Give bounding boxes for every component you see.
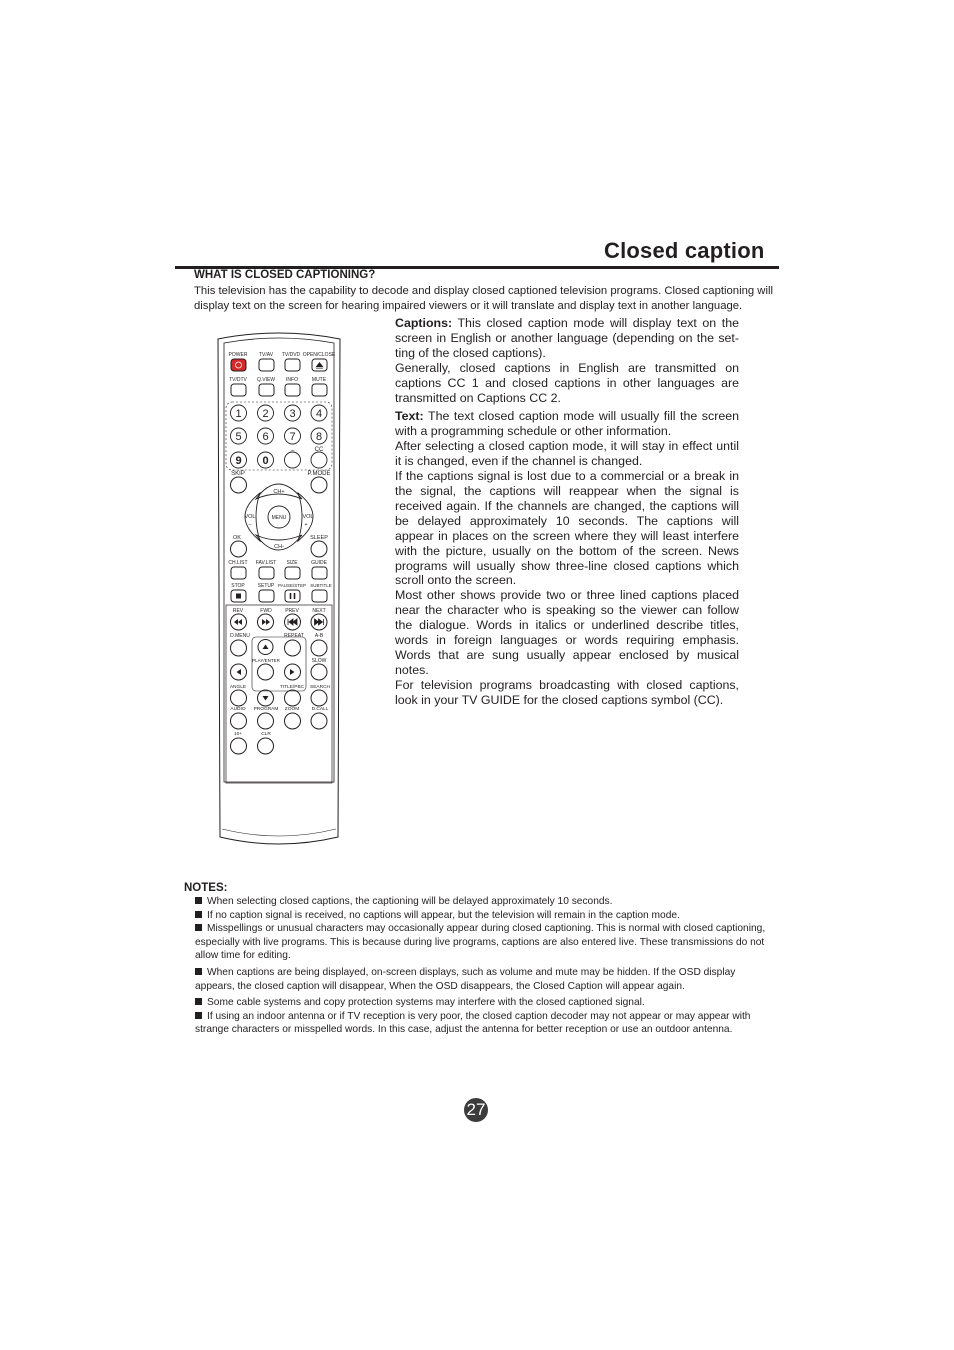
favlist-label: FAV.LIST <box>255 560 277 566</box>
vol-minus-label: – <box>248 522 252 528</box>
intro-paragraph: This television has the capability to decode and display closed captioned television programs. Closed captioning will display text on the screen for hearing impaired viewers or it will translate and display text in another language. <box>194 285 773 312</box>
pmode-label: P.MODE <box>307 471 331 477</box>
tvav-label: TV/AV <box>258 352 274 358</box>
skip-button <box>231 477 247 493</box>
sleep-button <box>311 541 327 557</box>
digit-3-label: 3 <box>289 408 296 420</box>
text-mode-text: The text closed caption mode will usually fill the screen with a programming schedule or other information. <box>395 409 739 439</box>
captions-text: This closed caption mode will display text on the screen in English or another language (depending on the set-ting of the closed captions). <box>395 316 739 360</box>
setup-label: SETUP <box>257 583 275 589</box>
stop-label: STOP <box>231 583 245 589</box>
angle-button <box>231 690 247 706</box>
page-title: Closed caption <box>604 238 765 263</box>
vol-left-label: VOL <box>244 514 256 520</box>
page-number-badge: 27 <box>464 1098 488 1122</box>
clr-button <box>258 738 274 754</box>
power-button <box>231 359 246 371</box>
qview-button <box>259 384 274 396</box>
digit-0-label: 0 <box>262 455 269 467</box>
note-item <box>195 966 770 993</box>
digit-6-label: 6 <box>262 431 269 443</box>
digit-5-label: 5 <box>235 431 242 443</box>
chlist-button <box>231 567 246 579</box>
dcall-button <box>311 713 327 729</box>
prev-label: PREV <box>285 608 299 614</box>
captions-languages-paragraph: Generally, closed captions in English are transmitted on captions CC 1 and closed captions in other languages are transmitted on Captions CC 2. <box>395 360 739 405</box>
angle-label: ANGLE <box>229 685 247 690</box>
note-item <box>195 922 770 963</box>
size-label: SIZE <box>286 560 298 566</box>
square-bullet-icon <box>195 968 202 975</box>
audio-button <box>231 713 247 729</box>
dmenu-label: D.MENU <box>230 633 250 639</box>
search-button <box>311 690 327 706</box>
pausestep-button <box>285 590 300 602</box>
ab-button <box>311 640 327 656</box>
tenplus-button <box>231 738 247 754</box>
subtitle-label: SUBTITLE <box>310 583 332 588</box>
prev-icon <box>288 619 297 625</box>
cc-label: CC <box>314 447 324 453</box>
left-arrow-icon <box>237 669 242 675</box>
menu-label: MENU <box>271 515 287 521</box>
openclose-label: OPEN/CLOSE <box>302 352 336 358</box>
pause-icon <box>291 593 295 599</box>
cc-button <box>311 452 327 468</box>
dvd-section-outline <box>226 605 332 783</box>
caption-persistence-paragraph: After selecting a closed caption mode, it will stay in effect until it is changed, even if the channel is changed. <box>395 439 739 469</box>
program-label: PROGRAM <box>253 707 279 712</box>
stop-icon <box>236 594 241 599</box>
up-arrow-icon <box>263 645 269 650</box>
power-label: POWER <box>228 352 248 358</box>
caption-modes-description <box>395 316 739 708</box>
section-heading: WHAT IS CLOSED CAPTIONING? <box>194 269 376 281</box>
play-enter-label: PLAY/ENTER <box>252 658 280 663</box>
square-bullet-icon <box>195 911 202 918</box>
dpad-outline <box>252 637 306 691</box>
info-button <box>285 384 300 396</box>
vol-plus-label: + <box>304 522 308 528</box>
repeat-label: REPEAT <box>284 633 304 639</box>
ok-button <box>231 541 247 557</box>
signal-loss-paragraph: If the captions signal is lost due to a commercial or a break in the signal, the captions will reappear when the signal is received again. If the channels are changed, the captions will be delayed approximately 10 seconds. The captions will appear in places on the screen where they will least interfere with the picture, usually on the bottom of the screen. News programs will usually show three-line closed captions which scroll onto the screen. <box>395 469 739 588</box>
dash-label: – <box>290 448 295 454</box>
info-label: INFO <box>286 377 298 383</box>
digit-2-label: 2 <box>262 408 269 420</box>
vol-right-label: VOL <box>302 514 314 520</box>
ab-label: A-B <box>314 633 324 639</box>
guide-button <box>312 567 327 579</box>
digit-8-label: 8 <box>315 431 323 443</box>
titlepbc-label: TITLE/PBC <box>279 685 305 690</box>
fwd-icon <box>262 619 270 625</box>
dcall-label: D.CALL <box>311 707 329 712</box>
tenplus-label: 10+ <box>233 732 243 737</box>
subtitle-button <box>312 590 327 602</box>
rev-label: REV <box>232 608 244 614</box>
fwd-label: FWD <box>260 608 272 614</box>
ch-up-label: CH+ <box>273 489 285 495</box>
note-text: Some cable systems and copy protection systems may interfere with the closed captioned signal. <box>207 997 645 1009</box>
note-item <box>195 895 770 909</box>
square-bullet-icon <box>195 1012 202 1019</box>
note-text: When captions are being displayed, on-screen displays, such as volume and mute may be hidden. If the OSD display appears, the closed caption will disappear, When the OSD disappears, the Closed Caption will appear again. <box>195 966 736 992</box>
remote-control-illustration <box>216 329 342 853</box>
next-label: NEXT <box>312 608 326 614</box>
note-text: Misspellings or unusual characters may occasionally appear during closed captioning. This is normal with closed captioning, especially with live programs. This is because during live programs, captions are also entered live. These transmissions do not allow time for editing. <box>195 923 766 962</box>
digit-7-label: 7 <box>289 431 296 443</box>
dmenu-button <box>231 640 247 656</box>
repeat-button <box>285 640 301 656</box>
note-text: If using an indoor antenna or if TV reception is very poor, the closed caption decoder may not appear or may appear with strange characters or misspelled words. In this case, adjust the antenna for better reception or use an outdoor antenna. <box>195 1010 751 1036</box>
qview-label: Q.VIEW <box>256 377 276 383</box>
note-item <box>195 909 770 923</box>
ok-label: OK <box>233 535 241 541</box>
search-label: SEARCH <box>310 685 330 690</box>
slow-label: SLOW <box>311 658 327 664</box>
text-mode-paragraph <box>395 409 739 439</box>
slow-button <box>311 664 327 680</box>
digit-9-label: 9 <box>235 455 242 467</box>
remote-bottom-curve <box>222 829 336 836</box>
text-mode-label: Text: <box>395 409 424 424</box>
next-icon <box>315 619 324 625</box>
tvdtv-button <box>231 384 246 396</box>
zoom-button <box>285 713 301 729</box>
note-text: If no caption signal is received, no captions will appear, but the television will remain in the caption mode. <box>207 909 680 921</box>
play-enter-button <box>258 664 274 680</box>
pmode-button <box>311 477 327 493</box>
sleep-label: SLEEP <box>310 535 328 541</box>
eject-icon <box>316 363 323 369</box>
rev-icon <box>234 619 242 625</box>
tvav-button <box>259 359 274 371</box>
titlepbc-button <box>285 690 301 706</box>
tvdtv-label: TV/DTV <box>229 377 247 383</box>
pausestep-label: PAUSE/STEP <box>278 583 306 588</box>
note-text: When selecting closed captions, the captioning will be delayed approximately 10 seconds. <box>207 896 613 907</box>
tvdvd-label: TV/DVD <box>281 352 301 358</box>
size-button <box>285 567 300 579</box>
zoom-label: ZOOM <box>284 707 300 712</box>
audio-label: AUDIO <box>230 707 246 712</box>
favlist-button <box>259 567 274 579</box>
ch-down-label: CH- <box>274 544 284 550</box>
notes-heading: NOTES: <box>184 882 228 894</box>
clr-label: CLR <box>261 732 271 737</box>
guide-label: GUIDE <box>311 560 327 566</box>
captions-paragraph <box>395 316 739 361</box>
setup-button <box>259 590 274 602</box>
dash-button <box>285 452 301 468</box>
notes-list <box>195 895 770 1037</box>
captions-label: Captions: <box>395 316 453 330</box>
right-arrow-icon <box>290 669 295 675</box>
mute-label: MUTE <box>311 377 327 383</box>
skip-label: SKIP <box>231 471 245 477</box>
tvdvd-button <box>285 359 300 371</box>
digit-1-label: 1 <box>235 408 242 420</box>
square-bullet-icon <box>195 924 202 931</box>
chlist-label: CH.LIST <box>228 560 248 566</box>
note-item <box>195 1010 770 1037</box>
down-arrow-icon <box>263 696 269 701</box>
square-bullet-icon <box>195 897 202 904</box>
program-button <box>258 713 274 729</box>
square-bullet-icon <box>195 998 202 1005</box>
caption-placement-paragraph: Most other shows provide two or three lined captions placed near the character who is speaking so the viewer can follow the dialogue. Words in italics or underlined describe titles, words in foreign languages or words requiring emphasis. Words that are sung usually appear enclosed by musical notes. <box>395 588 739 677</box>
digit-4-label: 4 <box>315 408 323 420</box>
note-item <box>195 996 770 1010</box>
tv-guide-paragraph: For television programs broadcasting with closed captions, look in your TV GUIDE for the closed captions symbol (CC). <box>395 677 739 707</box>
mute-button <box>312 384 327 396</box>
